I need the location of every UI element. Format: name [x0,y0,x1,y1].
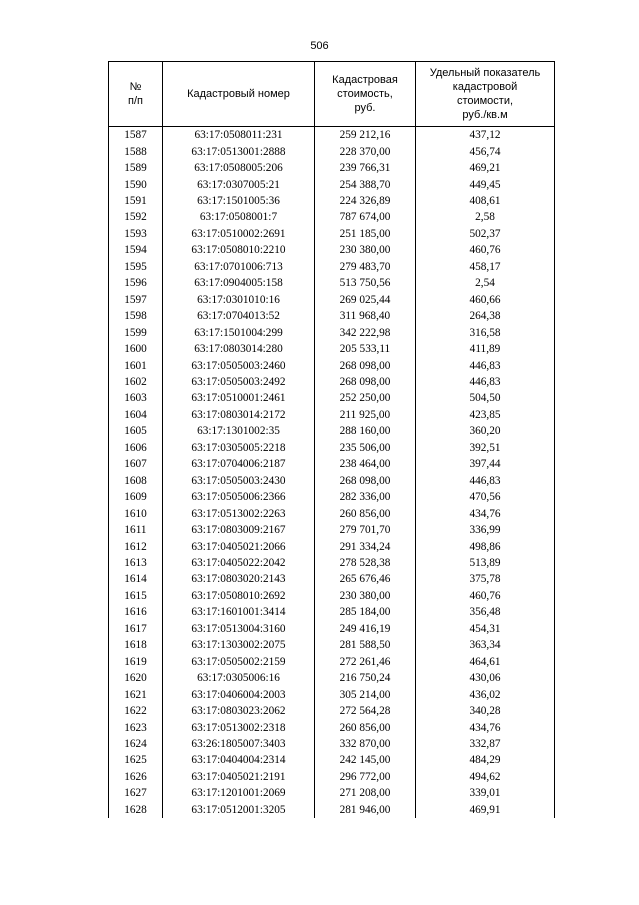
specific-indicator-cell: 2,54 [416,275,555,291]
row-number-cell: 1611 [109,522,163,538]
specific-indicator-cell: 460,76 [416,242,555,258]
table-row [109,374,555,390]
table-row [109,538,555,554]
table-row [109,226,555,242]
cadastral-value-cell: 216 750,24 [315,670,416,686]
specific-indicator-cell: 408,61 [416,193,555,209]
row-number-cell: 1591 [109,193,163,209]
row-number-cell: 1621 [109,686,163,702]
row-number-cell: 1607 [109,456,163,472]
specific-indicator-cell: 336,99 [416,522,555,538]
table-row [109,275,555,291]
header-row-number [109,62,163,127]
cadastral-number-cell: 63:17:1301002:35 [163,423,315,439]
cadastral-value-cell: 254 388,70 [315,176,416,192]
table-row [109,242,555,258]
specific-indicator-cell: 430,06 [416,670,555,686]
row-number-cell: 1628 [109,802,163,818]
cadastral-value-cell: 305 214,00 [315,686,416,702]
table-row [109,571,555,587]
cadastral-value-cell: 332 870,00 [315,736,416,752]
header-cadastral-number [163,62,315,127]
row-number-cell: 1592 [109,209,163,225]
cadastral-value-cell: 787 674,00 [315,209,416,225]
row-number-cell: 1626 [109,769,163,785]
specific-indicator-cell: 469,21 [416,160,555,176]
specific-indicator-cell: 316,58 [416,324,555,340]
specific-indicator-cell: 446,83 [416,374,555,390]
table-row [109,719,555,735]
cadastral-number-cell: 63:17:0405021:2191 [163,769,315,785]
cadastral-value-cell: 311 968,40 [315,308,416,324]
specific-indicator-cell: 464,61 [416,654,555,670]
cadastral-value-cell: 228 370,00 [315,143,416,159]
cadastral-value-cell: 272 261,46 [315,654,416,670]
row-number-cell: 1608 [109,473,163,489]
table-row [109,802,555,818]
specific-indicator-cell: 449,45 [416,176,555,192]
cadastral-value-cell: 278 528,38 [315,555,416,571]
table-row [109,176,555,192]
row-number-cell: 1605 [109,423,163,439]
row-number-cell: 1613 [109,555,163,571]
specific-indicator-cell: 446,83 [416,473,555,489]
row-number-cell: 1609 [109,489,163,505]
cadastral-value-cell: 224 326,89 [315,193,416,209]
cadastral-value-cell: 285 184,00 [315,604,416,620]
cadastral-number-cell: 63:17:1601001:3414 [163,604,315,620]
table-row [109,292,555,308]
specific-indicator-cell: 436,02 [416,686,555,702]
table-row [109,686,555,702]
table-row [109,736,555,752]
table-row [109,588,555,604]
specific-indicator-cell: 356,48 [416,604,555,620]
cadastral-value-cell: 239 766,31 [315,160,416,176]
row-number-cell: 1620 [109,670,163,686]
table-row [109,505,555,521]
specific-indicator-cell: 397,44 [416,456,555,472]
specific-indicator-cell: 504,50 [416,390,555,406]
table-row [109,555,555,571]
specific-indicator-cell: 332,87 [416,736,555,752]
specific-indicator-cell: 2,58 [416,209,555,225]
table-row [109,259,555,275]
specific-indicator-cell: 469,91 [416,802,555,818]
cadastral-value-cell: 211 925,00 [315,407,416,423]
cadastral-number-cell: 63:17:0405021:2066 [163,538,315,554]
specific-indicator-cell: 513,89 [416,555,555,571]
table-row [109,473,555,489]
row-number-cell: 1619 [109,654,163,670]
cadastral-number-cell: 63:17:0803014:280 [163,341,315,357]
row-number-cell: 1623 [109,719,163,735]
row-number-cell: 1595 [109,259,163,275]
cadastral-number-cell: 63:17:0405022:2042 [163,555,315,571]
table-row [109,209,555,225]
table-row [109,407,555,423]
cadastral-value-cell: 251 185,00 [315,226,416,242]
table-row [109,440,555,456]
cadastral-value-cell: 288 160,00 [315,423,416,439]
cadastral-value-cell: 282 336,00 [315,489,416,505]
cadastral-value-cell: 268 098,00 [315,374,416,390]
cadastral-value-cell: 252 250,00 [315,390,416,406]
row-number-cell: 1612 [109,538,163,554]
cadastral-number-cell: 63:17:1201001:2069 [163,785,315,801]
specific-indicator-cell: 494,62 [416,769,555,785]
cadastral-number-cell: 63:17:0305006:16 [163,670,315,686]
header-cadastral-value [315,62,416,127]
cadastral-number-cell: 63:17:0508010:2692 [163,588,315,604]
table-row [109,621,555,637]
cadastral-number-cell: 63:17:0803009:2167 [163,522,315,538]
page-number: 506 [310,40,329,52]
row-number-cell: 1602 [109,374,163,390]
header-row-number-text: № п/п [128,81,143,107]
cadastral-number-cell: 63:17:0513001:2888 [163,143,315,159]
specific-indicator-cell: 460,76 [416,588,555,604]
cadastral-number-cell: 63:17:0512001:3205 [163,802,315,818]
cadastral-number-cell: 63:17:0513002:2263 [163,505,315,521]
table-row [109,670,555,686]
cadastral-value-cell: 260 856,00 [315,505,416,521]
specific-indicator-cell: 470,56 [416,489,555,505]
cadastral-value-cell: 259 212,16 [315,127,416,144]
cadastral-value-cell: 281 946,00 [315,802,416,818]
row-number-cell: 1617 [109,621,163,637]
table-row [109,423,555,439]
cadastral-value-cell: 279 701,70 [315,522,416,538]
table-row [109,160,555,176]
cadastral-number-cell: 63:17:0701006:713 [163,259,315,275]
row-number-cell: 1588 [109,143,163,159]
cadastral-value-cell: 271 208,00 [315,785,416,801]
row-number-cell: 1604 [109,407,163,423]
cadastral-value-cell: 272 564,28 [315,703,416,719]
cadastral-number-cell: 63:17:0508001:7 [163,209,315,225]
row-number-cell: 1603 [109,390,163,406]
specific-indicator-cell: 484,29 [416,752,555,768]
cadastral-number-cell: 63:17:0301010:16 [163,292,315,308]
specific-indicator-cell: 454,31 [416,621,555,637]
row-number-cell: 1618 [109,637,163,653]
row-number-cell: 1599 [109,324,163,340]
cadastral-value-cell: 242 145,00 [315,752,416,768]
table-row [109,456,555,472]
table-body [109,127,555,819]
cadastral-value-cell: 279 483,70 [315,259,416,275]
header-cadastral-number-text: Кадастровый номер [187,88,290,100]
cadastral-number-cell: 63:26:1805007:3403 [163,736,315,752]
row-number-cell: 1589 [109,160,163,176]
cadastral-number-cell: 63:17:0513004:3160 [163,621,315,637]
cadastral-number-cell: 63:17:0803020:2143 [163,571,315,587]
table-row [109,654,555,670]
cadastral-number-cell: 63:17:0505002:2159 [163,654,315,670]
specific-indicator-cell: 434,76 [416,719,555,735]
cadastral-number-cell: 63:17:0904005:158 [163,275,315,291]
header-cadastral-value-text: Кадастровая стоимость, руб. [332,74,398,114]
cadastral-value-cell: 268 098,00 [315,357,416,373]
cadastral-number-cell: 63:17:0505006:2366 [163,489,315,505]
cadastral-value-table [108,61,555,818]
row-number-cell: 1624 [109,736,163,752]
cadastral-number-cell: 63:17:0508005:206 [163,160,315,176]
cadastral-number-cell: 63:17:0704006:2187 [163,456,315,472]
specific-indicator-cell: 392,51 [416,440,555,456]
row-number-cell: 1622 [109,703,163,719]
row-number-cell: 1616 [109,604,163,620]
row-number-cell: 1593 [109,226,163,242]
cadastral-number-cell: 63:17:0508011:231 [163,127,315,144]
specific-indicator-cell: 456,74 [416,143,555,159]
row-number-cell: 1598 [109,308,163,324]
table-row [109,752,555,768]
cadastral-number-cell: 63:17:0513002:2318 [163,719,315,735]
specific-indicator-cell: 411,89 [416,341,555,357]
table-header [109,62,555,127]
row-number-cell: 1596 [109,275,163,291]
cadastral-value-cell: 513 750,56 [315,275,416,291]
row-number-cell: 1600 [109,341,163,357]
cadastral-value-cell: 269 025,44 [315,292,416,308]
cadastral-value-cell: 249 416,19 [315,621,416,637]
specific-indicator-cell: 339,01 [416,785,555,801]
specific-indicator-cell: 423,85 [416,407,555,423]
specific-indicator-cell: 437,12 [416,127,555,144]
table-row [109,193,555,209]
cadastral-value-cell: 291 334,24 [315,538,416,554]
specific-indicator-cell: 363,34 [416,637,555,653]
cadastral-number-cell: 63:17:0505003:2460 [163,357,315,373]
specific-indicator-cell: 446,83 [416,357,555,373]
cadastral-value-cell: 265 676,46 [315,571,416,587]
table-row [109,637,555,653]
row-number-cell: 1625 [109,752,163,768]
cadastral-number-cell: 63:17:1501004:299 [163,324,315,340]
table-row [109,143,555,159]
table-row [109,489,555,505]
cadastral-value-cell: 260 856,00 [315,719,416,735]
cadastral-number-cell: 63:17:0704013:52 [163,308,315,324]
specific-indicator-cell: 502,37 [416,226,555,242]
cadastral-number-cell: 63:17:0505003:2430 [163,473,315,489]
cadastral-number-cell: 63:17:0305005:2218 [163,440,315,456]
table-row [109,324,555,340]
specific-indicator-cell: 460,66 [416,292,555,308]
cadastral-value-cell: 230 380,00 [315,242,416,258]
cadastral-number-cell: 63:17:0307005:21 [163,176,315,192]
row-number-cell: 1606 [109,440,163,456]
row-number-cell: 1587 [109,127,163,144]
cadastral-number-cell: 63:17:1501005:36 [163,193,315,209]
cadastral-number-cell: 63:17:0508010:2210 [163,242,315,258]
cadastral-number-cell: 63:17:0505003:2492 [163,374,315,390]
cadastral-number-cell: 63:17:0406004:2003 [163,686,315,702]
row-number-cell: 1601 [109,357,163,373]
row-number-cell: 1614 [109,571,163,587]
row-number-cell: 1590 [109,176,163,192]
row-number-cell: 1594 [109,242,163,258]
cadastral-value-cell: 268 098,00 [315,473,416,489]
cadastral-number-cell: 63:17:0404004:2314 [163,752,315,768]
header-specific-indicator-text: Удельный показатель кадастровой стоимости, руб./кв.м [429,67,541,121]
table-row [109,522,555,538]
cadastral-number-cell: 63:17:1303002:2075 [163,637,315,653]
specific-indicator-cell: 375,78 [416,571,555,587]
specific-indicator-cell: 434,76 [416,505,555,521]
specific-indicator-cell: 498,86 [416,538,555,554]
specific-indicator-cell: 360,20 [416,423,555,439]
table-row [109,785,555,801]
cadastral-value-cell: 296 772,00 [315,769,416,785]
row-number-cell: 1610 [109,505,163,521]
cadastral-value-cell: 238 464,00 [315,456,416,472]
table-row [109,703,555,719]
table-row [109,357,555,373]
row-number-cell: 1615 [109,588,163,604]
cadastral-value-cell: 235 506,00 [315,440,416,456]
table-row [109,390,555,406]
table-row [109,769,555,785]
row-number-cell: 1597 [109,292,163,308]
specific-indicator-cell: 264,38 [416,308,555,324]
table-row [109,604,555,620]
cadastral-number-cell: 63:17:0510002:2691 [163,226,315,242]
cadastral-value-cell: 281 588,50 [315,637,416,653]
cadastral-value-cell: 342 222,98 [315,324,416,340]
cadastral-number-cell: 63:17:0803023:2062 [163,703,315,719]
table-row [109,127,555,144]
specific-indicator-cell: 340,28 [416,703,555,719]
cadastral-number-cell: 63:17:0803014:2172 [163,407,315,423]
header-specific-indicator [416,62,555,127]
table-row [109,308,555,324]
cadastral-value-cell: 205 533,11 [315,341,416,357]
specific-indicator-cell: 458,17 [416,259,555,275]
row-number-cell: 1627 [109,785,163,801]
table-row [109,341,555,357]
cadastral-number-cell: 63:17:0510001:2461 [163,390,315,406]
cadastral-value-cell: 230 380,00 [315,588,416,604]
